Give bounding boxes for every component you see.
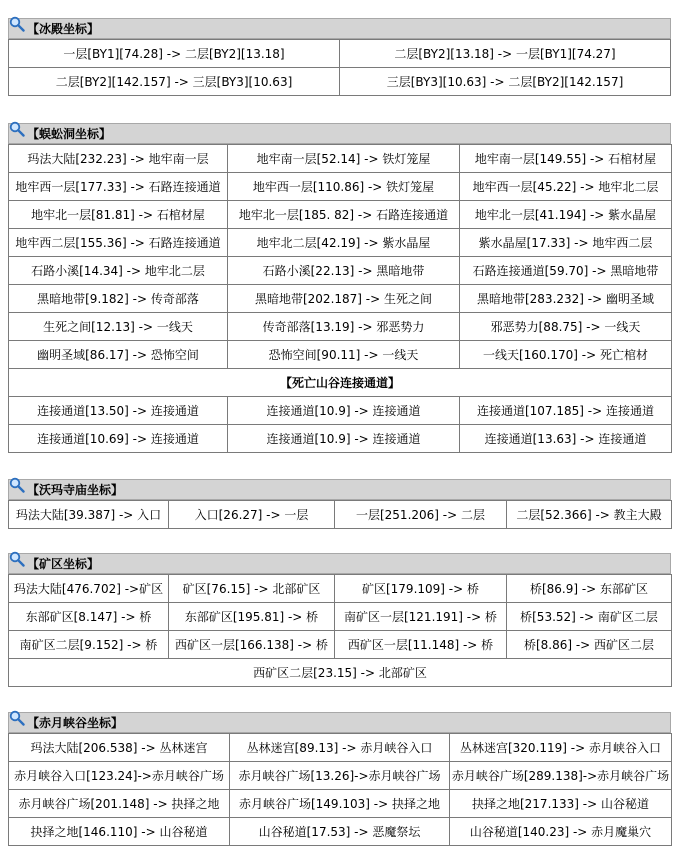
section-red-moon-canyon xyxy=(8,712,671,846)
section-header xyxy=(8,479,671,500)
table-row xyxy=(9,40,671,68)
table-row xyxy=(9,734,672,762)
section-centipede-cave xyxy=(8,123,671,453)
table-row xyxy=(9,818,672,846)
table-cell: 桥[8.86] -> 西矿区二层 xyxy=(507,631,672,659)
table-row xyxy=(9,631,672,659)
magnifier-icon xyxy=(9,551,25,567)
magnifier-icon xyxy=(9,16,25,32)
table-cell: 玛法大陆[476.702] ->矿区 xyxy=(9,575,169,603)
table-cell: 桥[53.52] -> 南矿区二层 xyxy=(507,603,672,631)
table-row xyxy=(9,425,672,453)
section-title: 【赤月峡谷坐标】 xyxy=(27,716,124,730)
table-cell: 山谷秘道[140.23] -> 赤月魔巢穴 xyxy=(450,818,672,846)
table-cell: 恐怖空间[90.11] -> 一线天 xyxy=(228,341,460,369)
table-cell: 矿区[179.109] -> 桥 xyxy=(335,575,507,603)
table-cell: 赤月峡谷广场[13.26]->赤月峡谷广场 xyxy=(230,762,450,790)
section-mine-area xyxy=(8,553,671,687)
table-row xyxy=(9,201,672,229)
table-row xyxy=(9,285,672,313)
section-ice-palace xyxy=(8,18,671,96)
table-cell: 石路小溪[14.34] -> 地牢北二层 xyxy=(9,257,228,285)
table-cell: 桥[86.9] -> 东部矿区 xyxy=(507,575,672,603)
coordinate-table xyxy=(8,574,672,687)
table-cell: 黑暗地带[202.187] -> 生死之间 xyxy=(228,285,460,313)
magnifier-icon xyxy=(9,477,25,493)
table-cell: 赤月峡谷广场[201.148] -> 抉择之地 xyxy=(9,790,230,818)
table-cell: 黑暗地带[283.232] -> 幽明圣域 xyxy=(460,285,672,313)
table-cell: 地牢北一层[185. 82] -> 石路连接通道 xyxy=(228,201,460,229)
table-cell: 东部矿区[8.147] -> 桥 xyxy=(9,603,169,631)
table-cell: 西矿区二层[23.15] -> 北部矿区 xyxy=(9,659,672,687)
section-title: 【沃玛寺庙坐标】 xyxy=(27,483,124,497)
table-cell: 抉择之地[146.110] -> 山谷秘道 xyxy=(9,818,230,846)
table-row xyxy=(9,501,672,529)
section-header xyxy=(8,712,671,733)
table-cell: 黑暗地带[9.182] -> 传奇部落 xyxy=(9,285,228,313)
table-row xyxy=(9,257,672,285)
table-cell: 西矿区一层[166.138] -> 桥 xyxy=(169,631,335,659)
table-cell: 丛林迷宫[89.13] -> 赤月峡谷入口 xyxy=(230,734,450,762)
table-cell: 地牢西一层[45.22] -> 地牢北二层 xyxy=(460,173,672,201)
table-cell: 抉择之地[217.133] -> 山谷秘道 xyxy=(450,790,672,818)
table-cell: 南矿区二层[9.152] -> 桥 xyxy=(9,631,169,659)
table-cell: 连接通道[13.63] -> 连接通道 xyxy=(460,425,672,453)
table-cell: 连接通道[10.69] -> 连接通道 xyxy=(9,425,228,453)
table-cell: 传奇部落[13.19] -> 邪恶势力 xyxy=(228,313,460,341)
table-row xyxy=(9,397,672,425)
table-row xyxy=(9,145,672,173)
table-cell: 邪恶势力[88.75] -> 一线天 xyxy=(460,313,672,341)
table-cell: 地牢北二层[42.19] -> 紫水晶屋 xyxy=(228,229,460,257)
subheading-death-valley: 【死亡山谷连接通道】 xyxy=(9,369,672,397)
section-title: 【蜈蚣洞坐标】 xyxy=(27,127,112,141)
table-cell: 山谷秘道[17.53] -> 恶魔祭坛 xyxy=(230,818,450,846)
table-cell: 生死之间[12.13] -> 一线天 xyxy=(9,313,228,341)
table-cell: 二层[52.366] -> 教主大殿 xyxy=(507,501,672,529)
coordinate-table xyxy=(8,39,671,96)
table-cell: 地牢北一层[41.194] -> 紫水晶屋 xyxy=(460,201,672,229)
table-cell: 紫水晶屋[17.33] -> 地牢西二层 xyxy=(460,229,672,257)
table-cell: 入口[26.27] -> 一层 xyxy=(169,501,335,529)
section-header xyxy=(8,123,671,144)
table-row xyxy=(9,229,672,257)
table-cell: 地牢西一层[177.33] -> 石路连接通道 xyxy=(9,173,228,201)
table-cell: 地牢南一层[52.14] -> 铁灯笼屋 xyxy=(228,145,460,173)
table-cell: 赤月峡谷广场[289.138]->赤月峡谷广场 xyxy=(450,762,672,790)
table-row xyxy=(9,173,672,201)
table-cell: 二层[BY2][142.157] -> 三层[BY3][10.63] xyxy=(9,68,340,96)
table-cell: 二层[BY2][13.18] -> 一层[BY1][74.27] xyxy=(340,40,671,68)
table-cell: 玛法大陆[39.387] -> 入口 xyxy=(9,501,169,529)
section-title: 【矿区坐标】 xyxy=(27,557,100,571)
table-cell: 南矿区一层[121.191] -> 桥 xyxy=(335,603,507,631)
table-cell: 矿区[76.15] -> 北部矿区 xyxy=(169,575,335,603)
table-cell: 地牢西一层[110.86] -> 铁灯笼屋 xyxy=(228,173,460,201)
section-title: 【冰殿坐标】 xyxy=(27,22,100,36)
table-cell: 一线天[160.170] -> 死亡棺材 xyxy=(460,341,672,369)
table-cell: 连接通道[107.185] -> 连接通道 xyxy=(460,397,672,425)
table-row xyxy=(9,369,672,397)
table-cell: 赤月峡谷入口[123.24]->赤月峡谷广场 xyxy=(9,762,230,790)
magnifier-icon xyxy=(9,710,25,726)
table-cell: 连接通道[10.9] -> 连接通道 xyxy=(228,425,460,453)
table-cell: 玛法大陆[232.23] -> 地牢南一层 xyxy=(9,145,228,173)
coordinate-table xyxy=(8,144,672,453)
table-row xyxy=(9,313,672,341)
table-row xyxy=(9,603,672,631)
table-row xyxy=(9,762,672,790)
table-cell: 地牢南一层[149.55] -> 石棺材屋 xyxy=(460,145,672,173)
table-cell: 东部矿区[195.81] -> 桥 xyxy=(169,603,335,631)
table-cell: 石路小溪[22.13] -> 黑暗地带 xyxy=(228,257,460,285)
table-cell: 幽明圣域[86.17] -> 恐怖空间 xyxy=(9,341,228,369)
table-cell: 石路连接通道[59.70] -> 黑暗地带 xyxy=(460,257,672,285)
table-cell: 赤月峡谷广场[149.103] -> 抉择之地 xyxy=(230,790,450,818)
table-cell: 连接通道[10.9] -> 连接通道 xyxy=(228,397,460,425)
table-row xyxy=(9,341,672,369)
table-cell: 一层[251.206] -> 二层 xyxy=(335,501,507,529)
table-row xyxy=(9,659,672,687)
table-row xyxy=(9,68,671,96)
coordinate-table xyxy=(8,500,672,529)
table-cell: 地牢西二层[155.36] -> 石路连接通道 xyxy=(9,229,228,257)
coordinate-table xyxy=(8,733,672,846)
magnifier-icon xyxy=(9,121,25,137)
table-cell: 地牢北一层[81.81] -> 石棺材屋 xyxy=(9,201,228,229)
table-row xyxy=(9,575,672,603)
section-woma-temple xyxy=(8,479,671,529)
table-cell: 丛林迷宫[320.119] -> 赤月峡谷入口 xyxy=(450,734,672,762)
table-cell: 连接通道[13.50] -> 连接通道 xyxy=(9,397,228,425)
table-cell: 玛法大陆[206.538] -> 丛林迷宫 xyxy=(9,734,230,762)
table-cell: 三层[BY3][10.63] -> 二层[BY2][142.157] xyxy=(340,68,671,96)
section-header xyxy=(8,18,671,39)
section-header xyxy=(8,553,671,574)
table-cell: 西矿区一层[11.148] -> 桥 xyxy=(335,631,507,659)
table-cell: 一层[BY1][74.28] -> 二层[BY2][13.18] xyxy=(9,40,340,68)
table-row xyxy=(9,790,672,818)
